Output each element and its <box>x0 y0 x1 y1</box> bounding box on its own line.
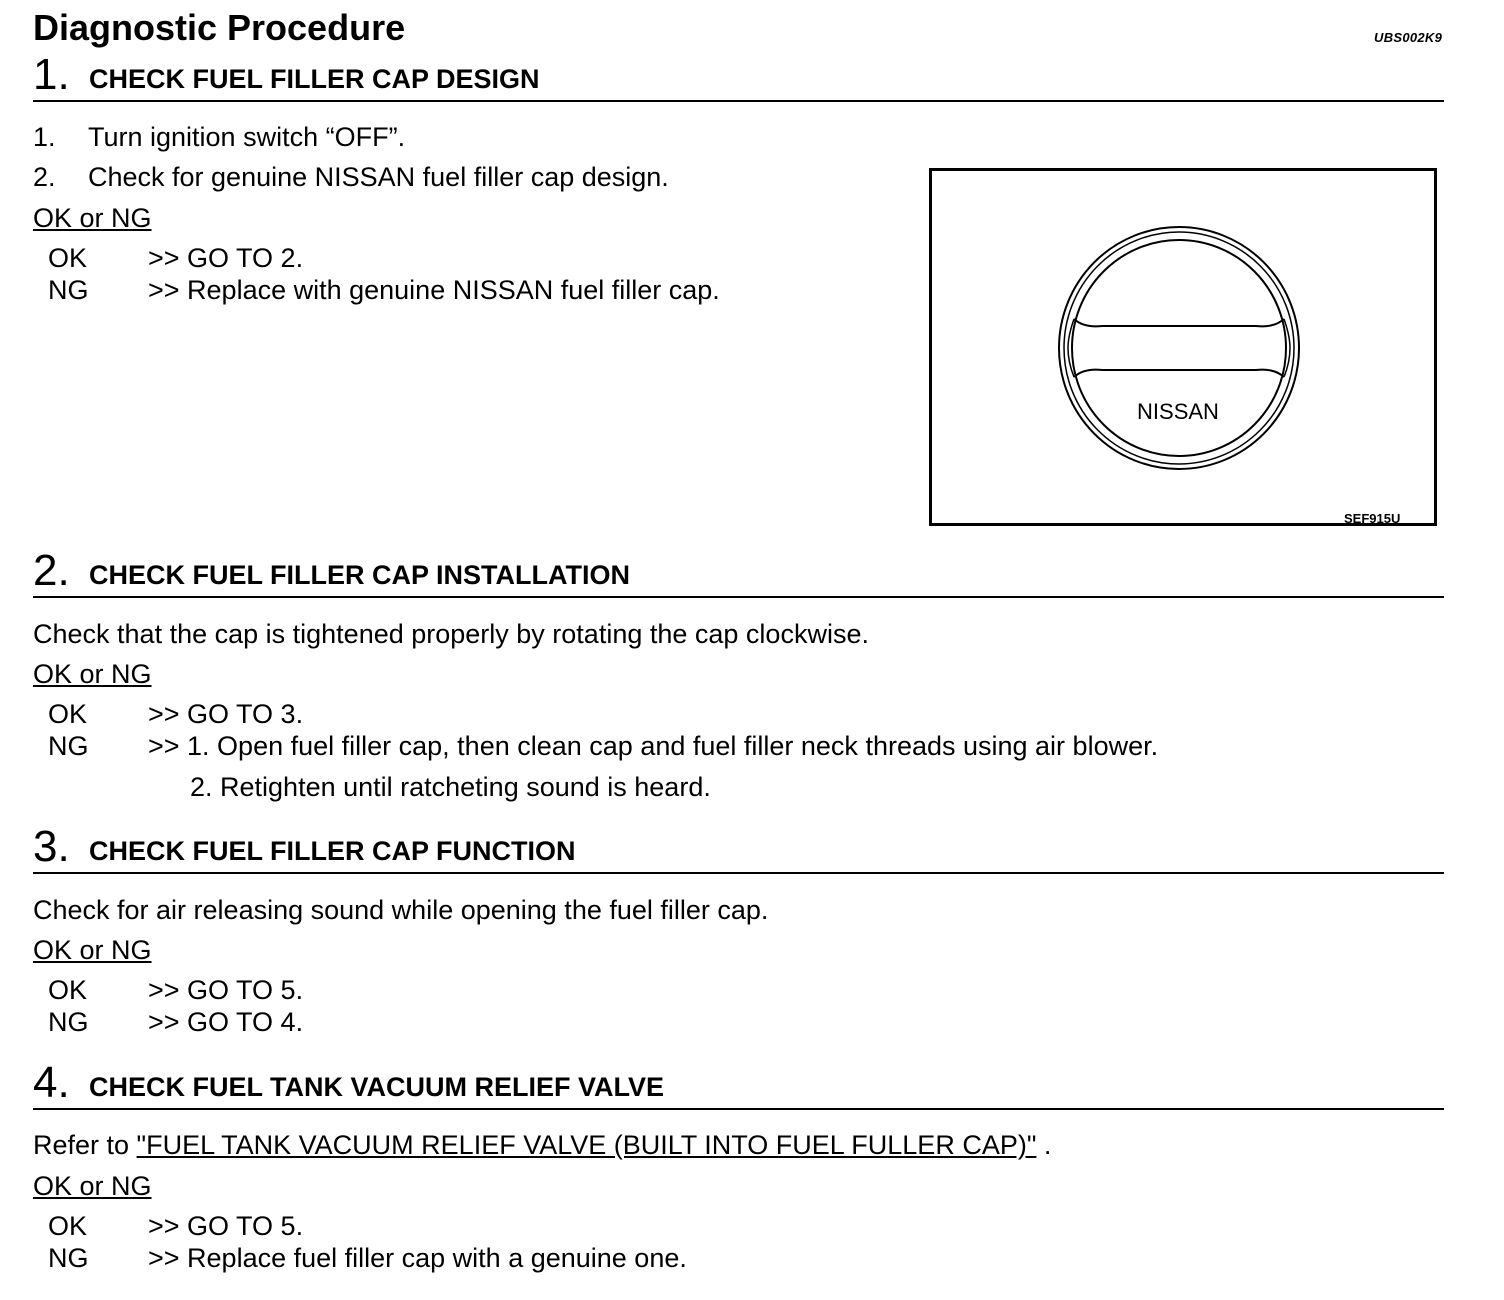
step-2-ok-or-ng-heading: OK or NG <box>33 659 152 689</box>
step-2-header <box>33 546 1444 598</box>
step-1-item-2-text: Check for genuine NISSAN fuel filler cap design. <box>88 162 669 192</box>
step-3-number: 3. <box>33 822 70 871</box>
step-2-number: 2. <box>33 546 70 595</box>
step-1-ng-text: >> Replace with genuine NISSAN fuel filler cap. <box>148 275 720 305</box>
step-3-ok-or-ng-heading: OK or NG <box>33 935 152 965</box>
step-4-ok-or-ng-heading: OK or NG <box>33 1171 152 1201</box>
figure-code: SEF915U <box>1344 511 1401 526</box>
step-4-refer-prefix: Refer to <box>33 1130 137 1160</box>
step-3-title: CHECK FUEL FILLER CAP FUNCTION <box>89 836 576 866</box>
step-4-ok-label: OK <box>48 1211 88 1241</box>
step-2-ok-label: OK <box>48 699 88 729</box>
document-code: UBS002K9 <box>1374 30 1443 45</box>
step-1-ok-or-ng-heading: OK or NG <box>33 203 152 233</box>
fuel-cap-illustration <box>932 171 1434 523</box>
step-4-ng-label: NG <box>48 1243 89 1273</box>
page-title: Diagnostic Procedure <box>33 7 406 48</box>
step-1-title: CHECK FUEL FILLER CAP DESIGN <box>89 64 540 94</box>
step-2-title: CHECK FUEL FILLER CAP INSTALLATION <box>89 560 630 590</box>
step-4-ok-text: >> GO TO 5. <box>148 1211 304 1241</box>
step-2-ng-text: >> 1. Open fuel filler cap, then clean cap and fuel filler neck threads using air blower. <box>148 731 1159 761</box>
step-3-ng-label: NG <box>48 1007 89 1037</box>
vacuum-relief-valve-link[interactable]: "FUEL TANK VACUUM RELIEF VALVE (BUILT INTO FUEL FULLER CAP)" <box>136 1130 1037 1160</box>
step-2-ok-text: >> GO TO 3. <box>148 699 304 729</box>
step-3-ng-text: >> GO TO 4. <box>148 1007 304 1037</box>
step-3-ok-label: OK <box>48 975 88 1005</box>
step-4-ng-text: >> Replace fuel filler cap with a genuine one. <box>148 1243 687 1273</box>
step-1-ok-text: >> GO TO 2. <box>148 243 304 273</box>
step-3-header <box>33 822 1444 874</box>
step-2-ng-label: NG <box>48 731 89 761</box>
cap-nissan-label: NISSAN <box>1137 399 1219 424</box>
step-1-ng-label: NG <box>48 275 89 305</box>
step-1-item-2-number: 2. <box>33 162 56 192</box>
step-4-number: 4. <box>33 1058 70 1107</box>
step-1-header <box>33 50 1444 102</box>
step-2-ng-text-2: 2. Retighten until ratcheting sound is heard. <box>190 772 711 802</box>
step-3-ok-text: >> GO TO 5. <box>148 975 304 1005</box>
step-1-item-1-number: 1. <box>33 122 56 152</box>
step-4-header <box>33 1058 1444 1110</box>
step-1-number: 1. <box>33 50 70 99</box>
step-4-refer-line <box>33 1129 1051 1161</box>
step-1-item-1-text: Turn ignition switch “OFF”. <box>88 122 406 152</box>
step-4-refer-suffix: . <box>1036 1130 1052 1160</box>
step-2-instruction: Check that the cap is tightened properly by rotating the cap clockwise. <box>33 619 869 649</box>
step-1-ok-label: OK <box>48 243 88 273</box>
step-4-title: CHECK FUEL TANK VACUUM RELIEF VALVE <box>89 1072 665 1102</box>
step-3-instruction: Check for air releasing sound while opening the fuel filler cap. <box>33 895 769 925</box>
fuel-cap-figure <box>929 168 1437 526</box>
